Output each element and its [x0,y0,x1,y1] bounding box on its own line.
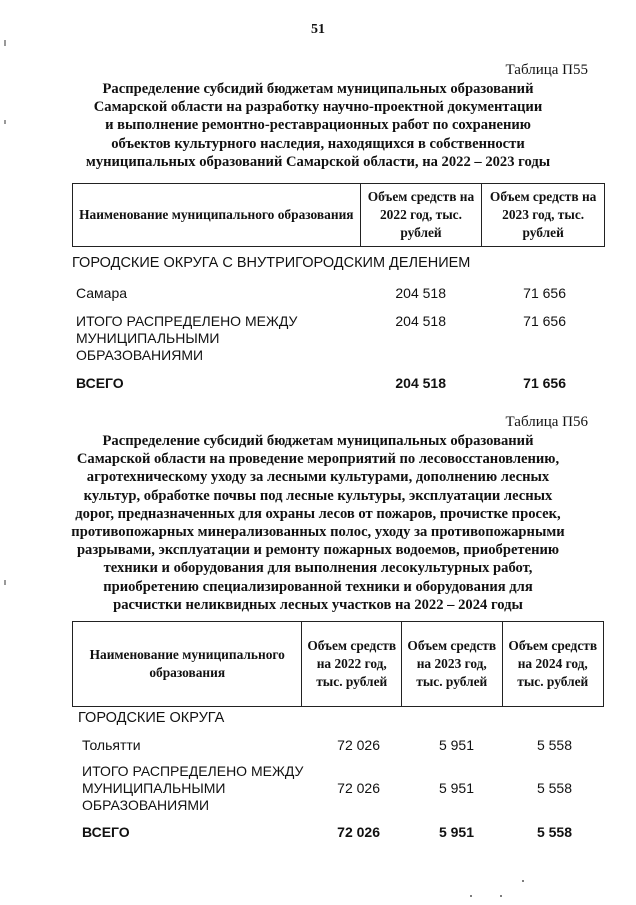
caption-line: Самарской области на проведение мероприятий по лесовосстановлению, [76,451,560,468]
column-header-2023: Объем средств на 2023 год, тыс. рублей [482,184,605,247]
caption-line: дорог, предназначенных для охраны лесов от пожаров, прочистке просек, [75,505,561,522]
section-title: ГОРОДСКИЕ ОКРУГА С ВНУТРИГОРОДСКИМ ДЕЛЕНИЕМ [72,255,471,271]
table-total-label: ВСЕГО [76,375,124,391]
column-header-name: Наименование муниципального образования [73,622,302,707]
table-cell-2022: 72 026 [337,737,380,753]
section-title: ГОРОДСКИЕ ОКРУГА [78,710,225,726]
page-number: 51 [311,22,325,37]
table-row-name: ИТОГО РАСПРЕДЕЛЕНО МЕЖДУ МУНИЦИПАЛЬНЫМИ ОБРАЗОВАНИЯМИ [76,313,298,363]
caption-line: агротехническому уходу за лесными культурами, дополнению лесных [86,469,550,486]
table-cell-2024: 5 558 [536,737,572,753]
caption-line: и выполнение ремонтно-реставрационных работ по сохранению [105,117,531,134]
table-cell-2022: 204 518 [395,285,446,301]
table-total-2023: 5 951 [438,824,474,840]
caption-line: расчистки неликвидных лесных участков на 2022 – 2024 годы [113,596,523,613]
table-total-2023: 71 656 [523,375,566,391]
table-row-name: ИТОГО РАСПРЕДЕЛЕНО МЕЖДУ МУНИЦИПАЛЬНЫМИ ОБРАЗОВАНИЯМИ [82,763,304,813]
table-total-2022: 204 518 [395,375,446,391]
caption-line: Самарской области на разработку научно-проектной документации [93,99,543,116]
table-caption-p56 [0,432,636,614]
caption-line: техники и оборудования для выполнения лесокультурных работ, [103,560,533,577]
caption-line: разрывами, эксплуатации и ремонту пожарных водоемов, приобретению [76,542,560,559]
column-header-2022: Объем средств на 2022 год, тыс. рублей [302,622,402,707]
table-cell-2022: 72 026 [337,780,380,796]
column-header-2022: Объем средств на 2022 год, тыс. рублей [360,184,482,247]
table-cell-2023: 5 951 [438,737,474,753]
scan-speck [470,895,472,897]
table-cell-2023: 71 656 [523,313,566,329]
caption-line: Распределение субсидий бюджетам муниципальных образований [102,81,534,97]
table-cell-2022: 204 518 [395,313,446,329]
table-cell-2023: 71 656 [523,285,566,301]
table-caption-p55 [0,80,636,171]
caption-line: объектов культурного наследия, находящихся в собственности [111,135,525,152]
caption-line: противопожарных минерализованных полос, уходу за противопожарными [71,524,565,541]
caption-line: Распределение субсидий бюджетам муниципальных образований [102,433,534,449]
column-header-name: Наименование муниципального образования [73,184,361,247]
scan-speck [522,880,524,882]
table-label-p55: Таблица П55 [505,62,588,78]
scan-edge-mark [4,40,6,46]
table-row-name: Самара [76,285,128,301]
table-total-2022: 72 026 [337,824,380,840]
table-p56-header [72,621,604,707]
table-cell-2024: 5 558 [536,780,572,796]
scan-speck [500,895,502,897]
caption-line: муниципальных образований Самарской области, на 2022 – 2023 годы [85,153,551,170]
table-total-2024: 5 558 [536,824,572,840]
table-cell-2023: 5 951 [438,780,474,796]
caption-line: приобретению специализированной техники и оборудования для [103,578,533,595]
table-label-p56: Таблица П56 [505,414,588,430]
column-header-2024: Объем средств на 2024 год, тыс. рублей [502,622,603,707]
caption-line: культур, обработке почвы под лесные культуры, эксплуатации лесных [83,487,553,504]
table-p55-header [72,183,605,247]
table-total-label: ВСЕГО [82,824,130,840]
table-row-name: Тольятти [82,737,141,753]
column-header-2023: Объем средств на 2023 год, тыс. рублей [402,622,503,707]
